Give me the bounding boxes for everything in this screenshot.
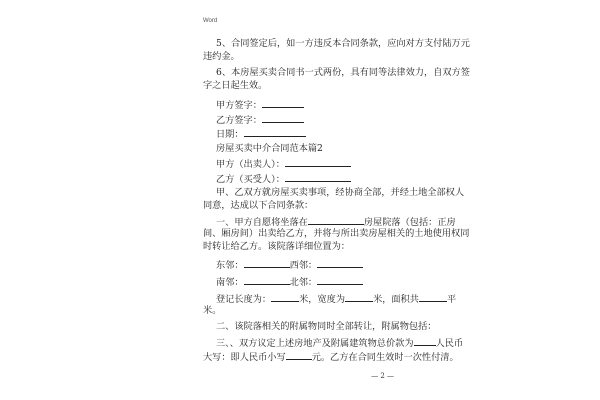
intro-line-2: 同意，达成以下合同条款： bbox=[203, 200, 314, 211]
clause-1-label-a: 一、甲方自愿将坐落在 bbox=[216, 217, 308, 228]
party-buyer bbox=[216, 172, 351, 186]
sign-party-b-blank[interactable] bbox=[262, 113, 304, 123]
clause-2-line: 二、该院落相关的附属物同时全部转让，附属物包括： bbox=[216, 321, 437, 332]
area-line-2: 米。 bbox=[203, 305, 222, 316]
clause-3-label-a: 三、、双方议定上述房地产及附属建筑物总价款为 bbox=[216, 338, 414, 349]
area-width-blank[interactable] bbox=[345, 292, 373, 302]
party-seller bbox=[216, 157, 351, 171]
area-label-a: 登记长度为： bbox=[216, 294, 272, 305]
section-title: 房屋买卖中介合同范本篇2 bbox=[216, 143, 323, 154]
clause-1-location-blank[interactable] bbox=[308, 215, 364, 225]
bounds-east-west bbox=[216, 258, 363, 272]
sign-party-b-label: 乙方签字： bbox=[216, 115, 262, 126]
bound-north-label: 北邻： bbox=[289, 277, 318, 288]
header-tag: Word bbox=[203, 18, 218, 24]
clause-3-line-1 bbox=[216, 336, 463, 350]
area-label-b: 米，宽度为 bbox=[299, 294, 346, 305]
party-buyer-label: 乙方（买受人）： bbox=[216, 174, 285, 185]
area-label-c: 米，面积共 bbox=[373, 294, 419, 305]
clause-3-label-d: 元。乙方在合同生效时一次性付清。 bbox=[311, 352, 459, 363]
bound-east-label: 东邻： bbox=[216, 260, 244, 271]
clause-1-line-1 bbox=[216, 215, 456, 229]
page-number: — 2 — bbox=[371, 372, 394, 380]
clause-3-amount-blank[interactable] bbox=[286, 350, 312, 360]
area-total-blank[interactable] bbox=[419, 292, 447, 302]
area-length-blank[interactable] bbox=[271, 292, 299, 302]
bound-east-blank[interactable] bbox=[244, 258, 290, 268]
clause-5-line-2: 违约金。 bbox=[203, 51, 240, 62]
party-seller-label: 甲方（出卖人）： bbox=[216, 159, 285, 170]
clause-6-line-2: 字之日起生效。 bbox=[203, 80, 268, 91]
clause-3-price-blank[interactable] bbox=[414, 336, 436, 346]
sign-party-a bbox=[216, 98, 304, 112]
clause-3-label-c: 大写：即人民币小写 bbox=[203, 352, 286, 363]
sign-party-a-blank[interactable] bbox=[262, 98, 304, 108]
party-buyer-blank[interactable] bbox=[285, 172, 351, 182]
clause-5-line-1: 5、合同签定后，如一方违反本合同条款，应向对方支付陆万元 bbox=[216, 38, 470, 49]
area-label-d: 平 bbox=[447, 294, 457, 305]
bound-south-label: 南邻： bbox=[216, 277, 244, 288]
clause-1-label-b: 房屋院落（包括：正房 bbox=[363, 217, 456, 228]
bound-west-label: 西邻： bbox=[289, 260, 318, 271]
clause-3-line-2 bbox=[203, 350, 459, 364]
clause-3-label-b: 人民币 bbox=[435, 338, 464, 349]
clause-6-line-1: 6、本房屋买卖合同书一式两份，具有同等法律效力，自双方签 bbox=[216, 67, 470, 78]
clause-1-line-3: 时转让给乙方。该院落详细位置为： bbox=[203, 241, 350, 252]
sign-party-a-label: 甲方签字： bbox=[216, 100, 262, 111]
bounds-south-north bbox=[216, 275, 363, 289]
sign-date-blank[interactable] bbox=[244, 127, 306, 137]
area-line-1 bbox=[216, 292, 456, 306]
bound-west-blank[interactable] bbox=[317, 258, 363, 268]
sign-party-b bbox=[216, 113, 304, 127]
intro-line-1: 甲、乙双方就房屋买卖事项，经协商全部，并经土地全部权人 bbox=[216, 187, 465, 198]
sign-date bbox=[216, 127, 306, 141]
clause-1-line-2: 间、厢房间）出卖给乙方，并将与所出卖房屋相关的土地使用权同 bbox=[203, 228, 470, 239]
bound-north-blank[interactable] bbox=[317, 275, 363, 285]
sign-date-label: 日期： bbox=[216, 129, 244, 140]
party-seller-blank[interactable] bbox=[285, 157, 351, 167]
bound-south-blank[interactable] bbox=[244, 275, 290, 285]
